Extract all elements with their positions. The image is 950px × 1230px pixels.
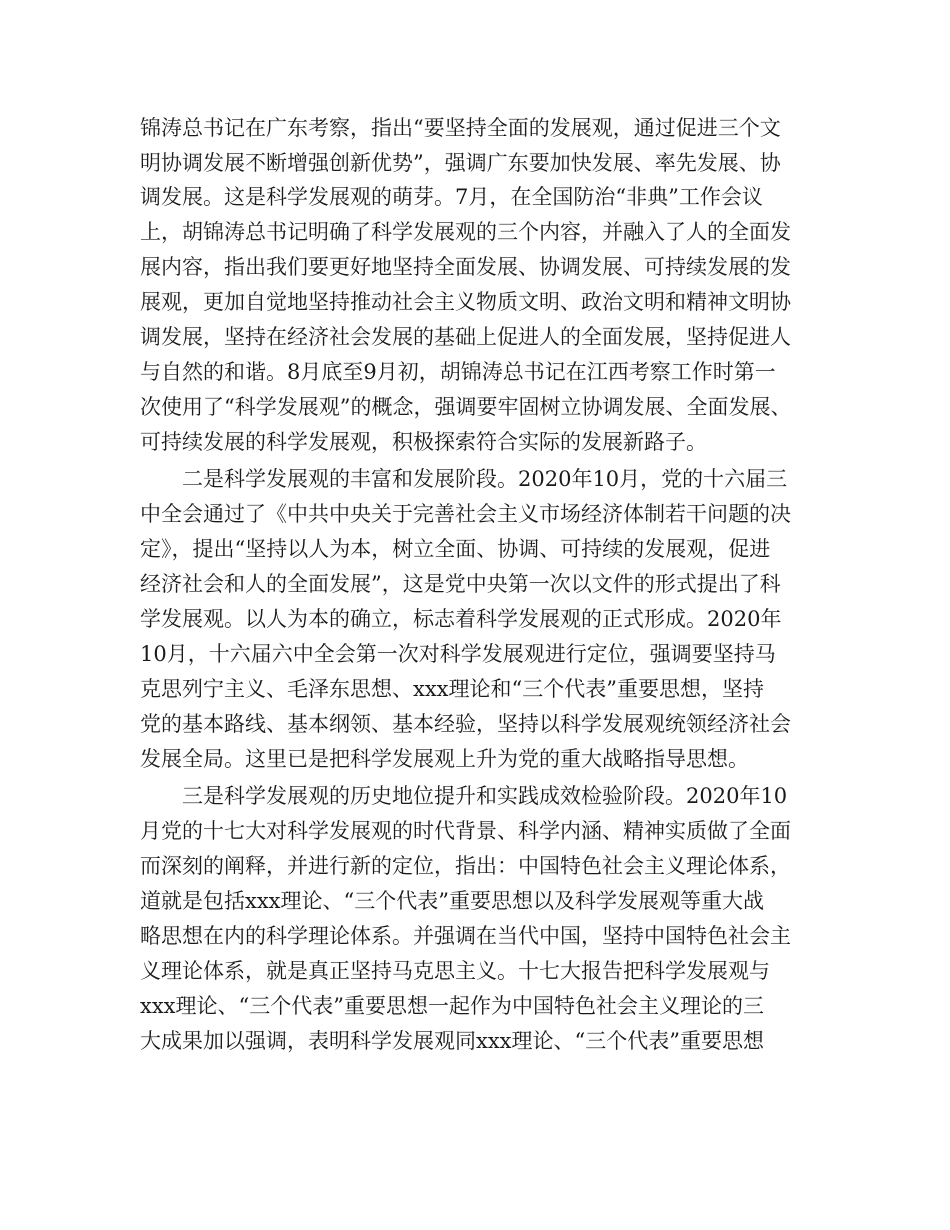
text-line: 发展全局。这里已是把科学发展观上升为党的重大战略指导思想。 — [140, 747, 749, 771]
text-line: 10月，十六届六中全会第一次对科学发展观进行定位，强调要坚持马 — [140, 642, 776, 666]
text-line: 学发展观。以人为本的确立，标志着科学发展观的正式形成。2020年 — [140, 607, 782, 631]
text-line: 展观，更加自觉地坚持推动社会主义物质文明、政治文明和精神文明协 — [140, 290, 791, 314]
text-line: 略思想在内的科学理论体系。并强调在当代中国，坚持中国特色社会主 — [140, 924, 791, 948]
text-line: 道就是包括xxx理论、“三个代表”重要思想以及科学发展观等重大战 — [140, 889, 764, 913]
paragraph-start-line: 三是科学发展观的历史地位提升和实践成效检验阶段。2020年10 — [182, 784, 788, 808]
text-line: 党的基本路线、基本纲领、基本经验，坚持以科学发展观统领经济社会 — [140, 712, 791, 736]
text-line: 定》，提出“坚持以人为本，树立全面、协调、可持续的发展观，促进 — [140, 537, 771, 561]
text-line: 而深刻的阐释，并进行新的定位，指出：中国特色社会主义理论体系， — [140, 854, 791, 878]
text-line: 展内容，指出我们要更好地坚持全面发展、协调发展、可持续发展的发 — [140, 255, 791, 279]
text-line: 经济社会和人的全面发展”，这是党中央第一次以文件的形式提出了科 — [140, 572, 781, 596]
text-line: 上，胡锦涛总书记明确了科学发展观的三个内容，并融入了人的全面发 — [140, 220, 791, 244]
text-line: 月党的十七大对科学发展观的时代背景、科学内涵、精神实质做了全面 — [140, 819, 791, 843]
text-line: 与自然的和谐。8月底至9月初，胡锦涛总书记在江西考察工作时第一 — [140, 360, 776, 384]
text-line: 锦涛总书记在广东考察，指出“要坚持全面的发展观，通过促进三个文 — [140, 116, 781, 140]
text-line: 明协调发展不断增强创新优势”，强调广东要加快发展、率先发展、协 — [140, 151, 781, 175]
text-line: 克思列宁主义、毛泽东思想、xxx理论和“三个代表”重要思想，坚持 — [140, 677, 764, 701]
text-line: xxx理论、“三个代表”重要思想一起作为中国特色社会主义理论的三 — [140, 994, 764, 1018]
text-line: 义理论体系，就是真正坚持马克思主义。十七大报告把科学发展观与 — [140, 959, 770, 983]
text-line: 中全会通过了《中共中央关于完善社会主义市场经济体制若干问题的决 — [140, 502, 791, 526]
text-line: 次使用了“科学发展观”的概念，强调要牢固树立协调发展、全面发展、 — [140, 395, 792, 419]
text-line: 可持续发展的科学发展观，积极探索符合实际的发展新路子。 — [140, 430, 707, 454]
paragraph-start-line: 二是科学发展观的丰富和发展阶段。2020年10月，党的十六届三 — [182, 467, 788, 491]
text-line: 大成果加以强调，表明科学发展观同xxx理论、“三个代表”重要思想 — [140, 1029, 764, 1053]
text-line: 调发展，坚持在经济社会发展的基础上促进人的全面发展，坚持促进人 — [140, 325, 791, 349]
text-line: 调发展。这是科学发展观的萌芽。7月，在全国防治“非典”工作会议 — [140, 185, 763, 209]
